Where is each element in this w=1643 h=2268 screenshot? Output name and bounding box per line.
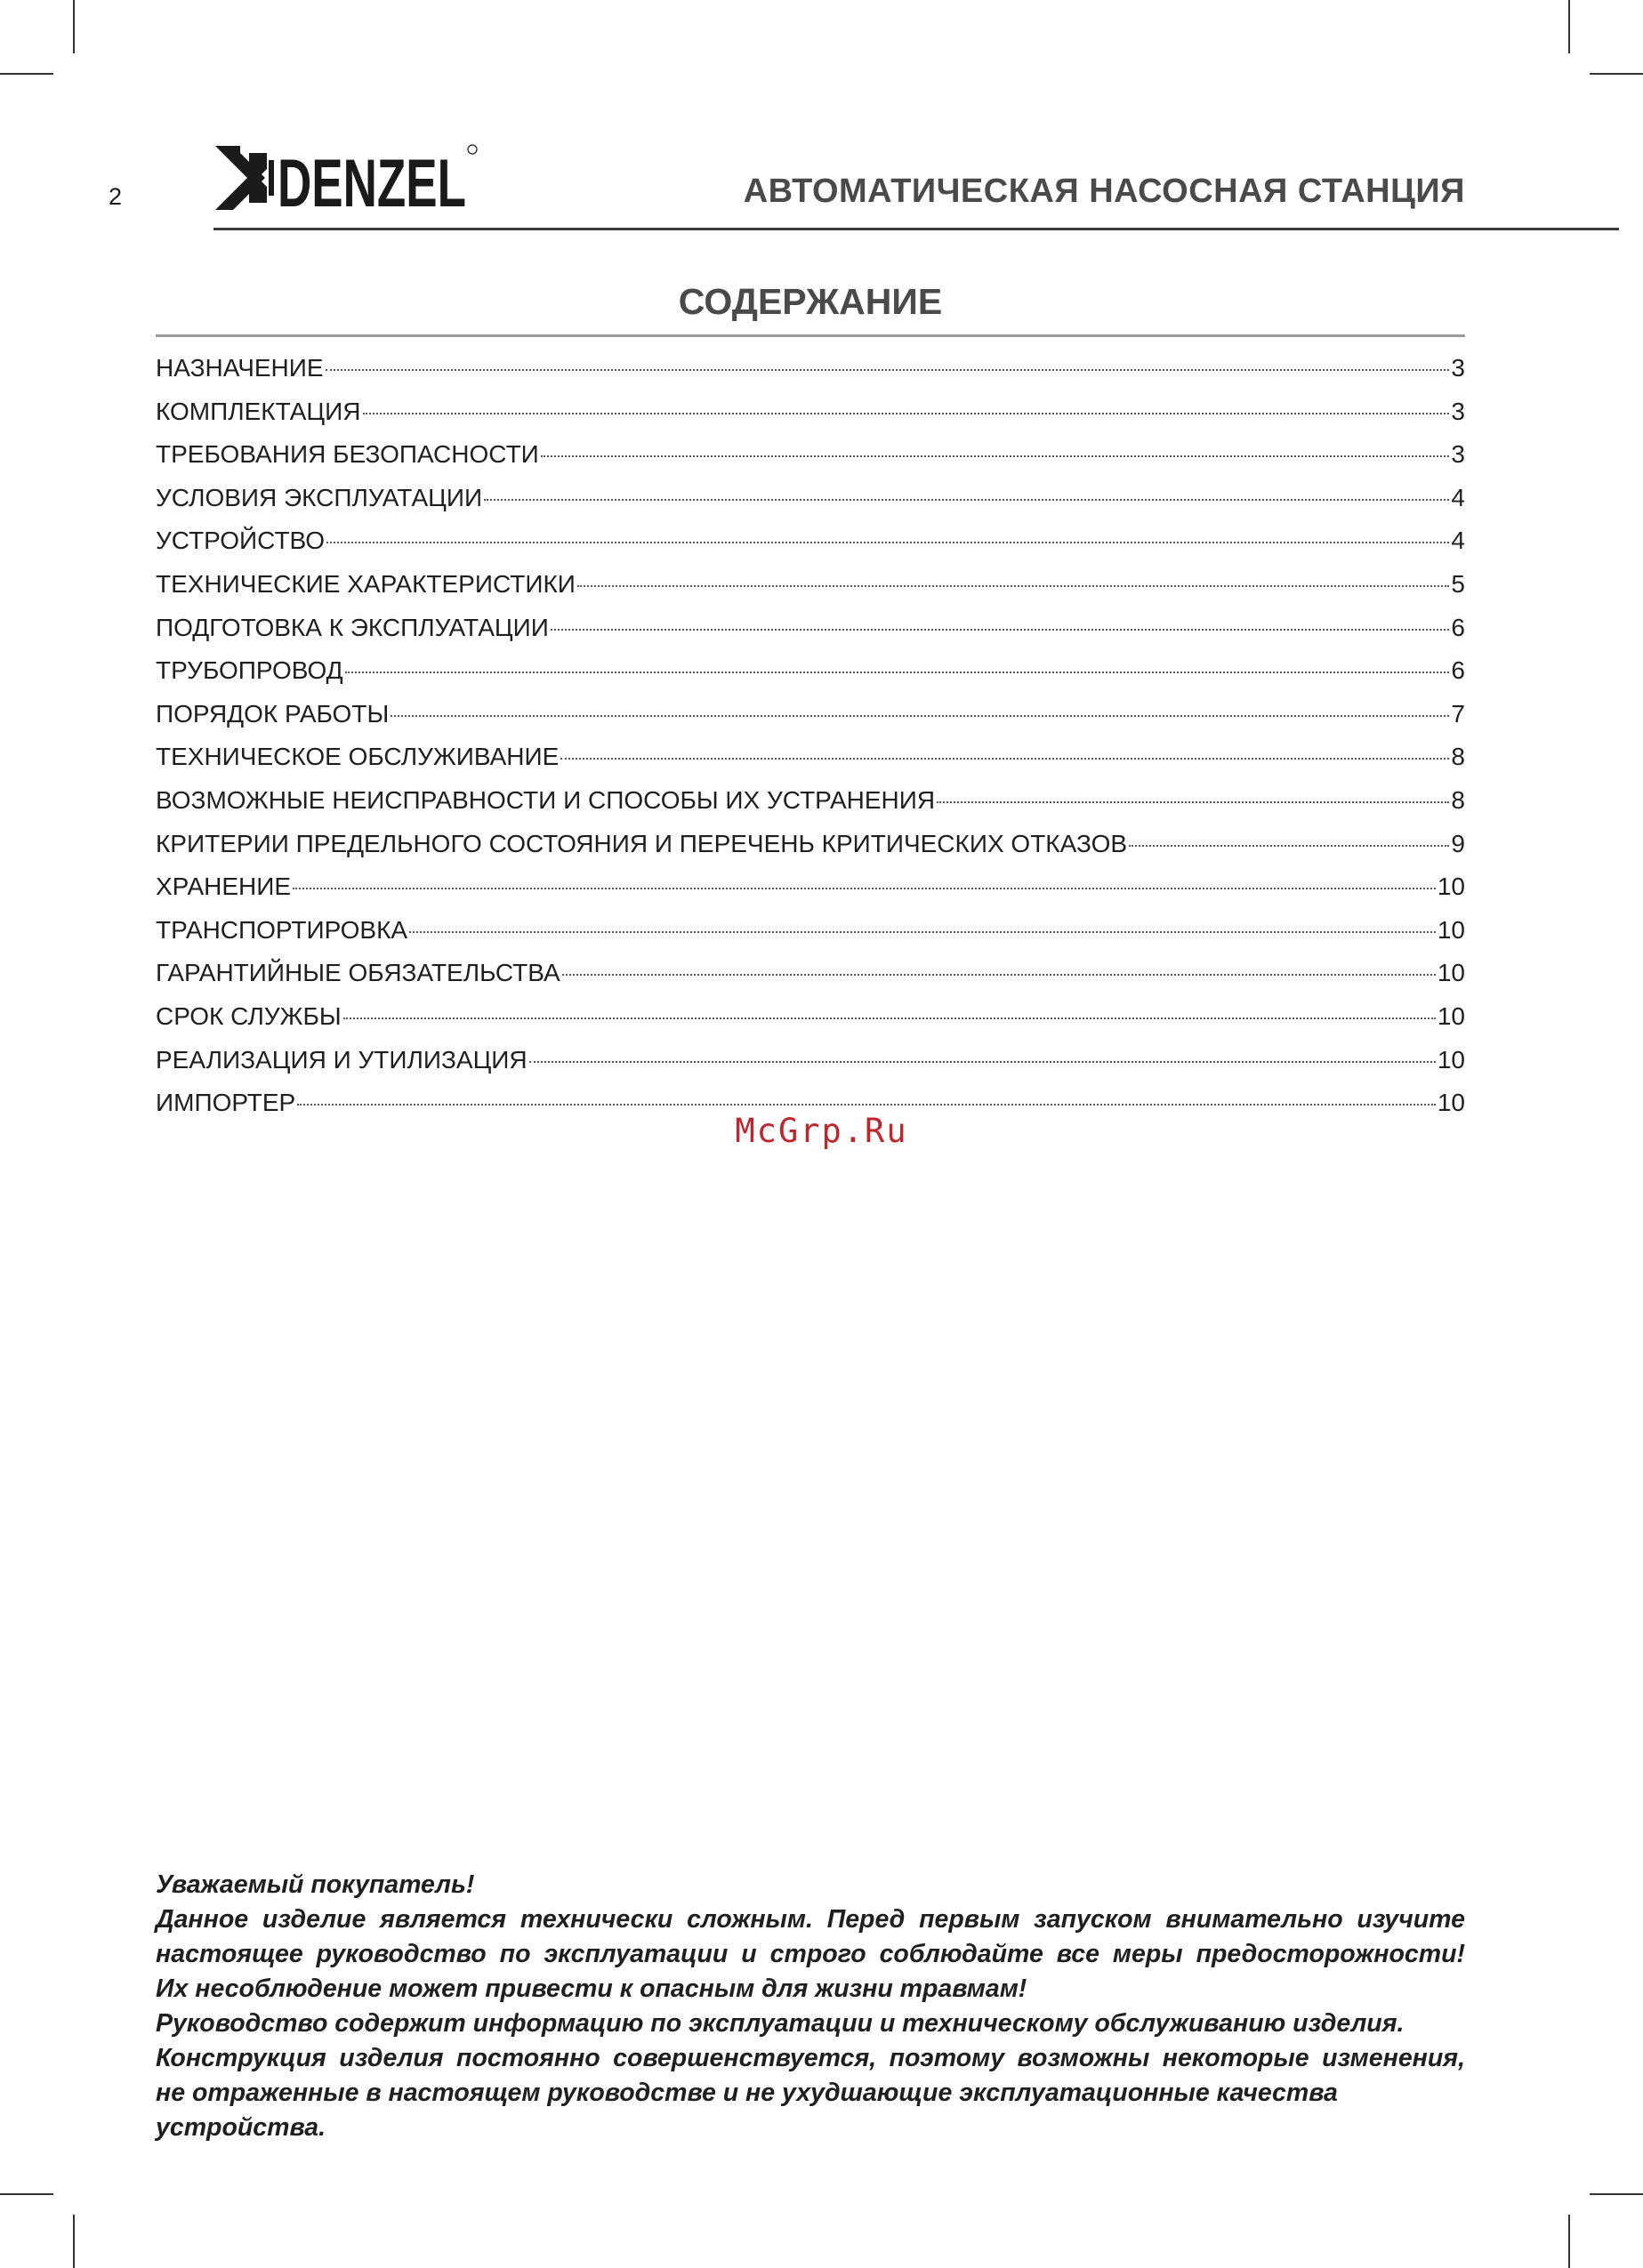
toc-leader xyxy=(1129,845,1449,847)
toc-entry-page: 10 xyxy=(1437,1001,1465,1030)
table-of-contents xyxy=(156,354,1465,1132)
toc-entry[interactable] xyxy=(156,354,1465,398)
toc-entry-label: ПОРЯДОК РАБОТЫ xyxy=(156,699,390,728)
toc-entry-label: ТРАНСПОРТИРОВКА xyxy=(156,915,408,944)
crop-mark xyxy=(0,73,53,75)
toc-entry-label: ПОДГОТОВКА К ЭКСПЛУАТАЦИИ xyxy=(156,613,549,641)
toc-entry[interactable] xyxy=(156,1046,1465,1090)
toc-entry-page: 10 xyxy=(1437,1089,1465,1117)
toc-leader xyxy=(345,672,1450,673)
toc-entry-page: 3 xyxy=(1451,440,1465,469)
toc-entry[interactable] xyxy=(156,830,1465,873)
notice-line: не отраженные в настоящем руководстве и не ухудшающие эксплуатационные качества устройства. xyxy=(156,2079,1338,2142)
toc-entry-label: ИМПОРТЕР xyxy=(156,1089,296,1117)
brand-text: DENZEL xyxy=(278,146,466,221)
toc-entry-page: 10 xyxy=(1437,873,1465,901)
toc-entry[interactable] xyxy=(156,916,1465,960)
toc-entry-label: ВОЗМОЖНЫЕ НЕИСПРАВНОСТИ И СПОСОБЫ ИХ УСТРАНЕНИЯ xyxy=(156,785,936,814)
toc-entry-page: 5 xyxy=(1451,569,1465,598)
toc-title: СОДЕРЖАНИЕ xyxy=(678,281,943,322)
toc-entry-page: 4 xyxy=(1451,527,1465,555)
notice-line: Данное изделие является технически сложным. Перед первым запуском внимательно изучите xyxy=(156,1905,1465,1934)
toc-entry-page: 8 xyxy=(1451,743,1465,771)
notice-greeting: Уважаемый покупатель! xyxy=(156,1870,475,1899)
toc-entry[interactable] xyxy=(156,959,1465,1002)
toc-leader xyxy=(391,715,1449,717)
toc-leader xyxy=(529,1061,1436,1063)
toc-leader xyxy=(562,974,1436,976)
toc-leader xyxy=(363,413,1450,414)
toc-entry[interactable] xyxy=(156,700,1465,744)
toc-leader xyxy=(541,455,1450,457)
notice-line: Руководство содержит информацию по эксплуатации и техническому обслуживанию изделия. xyxy=(156,2009,1405,2038)
toc-entry-label: ТРЕБОВАНИЯ БЕЗОПАСНОСТИ xyxy=(156,440,539,469)
toc-entry-page: 3 xyxy=(1451,397,1465,425)
toc-entry[interactable] xyxy=(156,614,1465,657)
crop-mark xyxy=(73,2215,75,2268)
toc-entry[interactable] xyxy=(156,484,1465,527)
header-divider xyxy=(213,228,1619,230)
toc-leader xyxy=(551,629,1450,631)
toc-leader xyxy=(326,369,1450,371)
toc-leader xyxy=(560,758,1449,760)
toc-entry-label: СРОК СЛУЖБЫ xyxy=(156,1001,342,1030)
toc-entry-label: КОМПЛЕКТАЦИЯ xyxy=(156,397,361,425)
denzel-logo xyxy=(213,142,480,221)
toc-entry-label: УСЛОВИЯ ЭКСПЛУАТАЦИИ xyxy=(156,483,483,511)
toc-leader xyxy=(484,499,1449,501)
toc-entry-page: 9 xyxy=(1451,829,1465,857)
toc-entry[interactable] xyxy=(156,1002,1465,1046)
toc-entry-label: ГАРАНТИЙНЫЕ ОБЯЗАТЕЛЬСТВА xyxy=(156,959,560,987)
toc-entry[interactable] xyxy=(156,398,1465,441)
toc-entry[interactable] xyxy=(156,743,1465,786)
toc-leader xyxy=(293,888,1436,889)
toc-leader xyxy=(343,1017,1436,1019)
toc-leader xyxy=(937,801,1449,803)
document-title: АВТОМАТИЧЕСКАЯ НАСОСНАЯ СТАНЦИЯ xyxy=(743,173,1465,210)
toc-entry-label: ТЕХНИЧЕСКИЕ ХАРАКТЕРИСТИКИ xyxy=(156,569,576,598)
notice-line: настоящее руководство по эксплуатации и строго соблюдайте все меры предосторожности! xyxy=(156,1940,1465,1968)
toc-entry-label: УСТРОЙСТВО xyxy=(156,527,326,555)
customer-notice xyxy=(156,1868,1465,2145)
toc-entry-page: 3 xyxy=(1451,354,1465,382)
toc-divider xyxy=(156,334,1465,337)
crop-mark xyxy=(73,0,75,53)
toc-entry-page: 10 xyxy=(1437,915,1465,944)
crop-mark xyxy=(1568,2215,1570,2268)
toc-entry-label: КРИТЕРИИ ПРЕДЕЛЬНОГО СОСТОЯНИЯ И ПЕРЕЧЕНЬ КРИТИЧЕСКИХ ОТКАЗОВ xyxy=(156,829,1128,857)
brand-logo-icon xyxy=(213,142,480,221)
crop-mark xyxy=(1590,73,1643,75)
toc-entry-label: НАЗНАЧЕНИЕ xyxy=(156,354,324,382)
toc-entry-page: 8 xyxy=(1451,785,1465,814)
toc-entry-label: РЕАЛИЗАЦИЯ И УТИЛИЗАЦИЯ xyxy=(156,1045,528,1074)
watermark: McGrp.Ru xyxy=(735,1112,908,1150)
notice-line: Их несоблюдение может привести к опасным для жизни травмам! xyxy=(156,1974,1027,2003)
toc-entry[interactable] xyxy=(156,440,1465,484)
toc-leader xyxy=(297,1104,1436,1106)
toc-entry-label: ТЕХНИЧЕСКОЕ ОБСЛУЖИВАНИЕ xyxy=(156,743,560,771)
toc-entry-page: 10 xyxy=(1437,959,1465,987)
toc-leader xyxy=(409,931,1436,933)
toc-entry-page: 6 xyxy=(1451,613,1465,641)
toc-entry[interactable] xyxy=(156,570,1465,614)
toc-leader xyxy=(326,542,1449,543)
notice-line: Конструкция изделия постоянно совершенствуется, поэтому возможны некоторые изменения, xyxy=(156,2044,1465,2072)
toc-entry[interactable] xyxy=(156,527,1465,570)
toc-entry[interactable] xyxy=(156,786,1465,830)
crop-mark xyxy=(0,2193,53,2195)
toc-entry-label: ХРАНЕНИЕ xyxy=(156,873,292,901)
toc-entry-page: 10 xyxy=(1437,1045,1465,1074)
toc-entry[interactable] xyxy=(156,656,1465,700)
toc-entry-page: 6 xyxy=(1451,656,1465,685)
toc-entry[interactable] xyxy=(156,873,1465,916)
crop-mark xyxy=(1590,2193,1643,2195)
toc-entry-label: ТРУБОПРОВОД xyxy=(156,656,343,685)
toc-entry-page: 7 xyxy=(1451,699,1465,728)
crop-mark xyxy=(1568,0,1570,53)
page-number: 2 xyxy=(109,183,123,210)
toc-leader xyxy=(577,585,1449,587)
toc-entry-page: 4 xyxy=(1451,483,1465,511)
